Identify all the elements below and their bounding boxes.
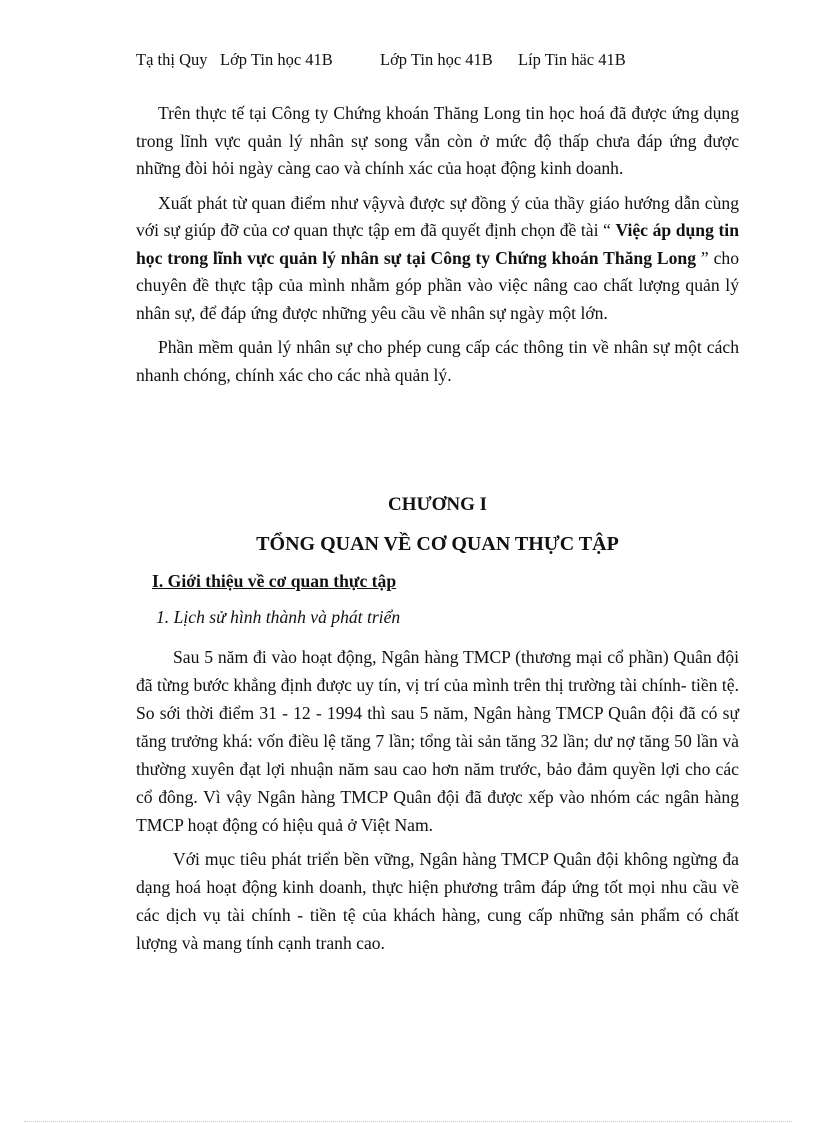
thesis-topic: Việc áp dụng tin học trong lĩnh vực quản lý nhân sự tại Công ty Chứng khoán Thăng Long xyxy=(136,220,739,268)
intro-p2-start: Xuất phát từ quan điểm như vậyvà được sự đồng ý của thầy giáo hướng dẫn cùng với sự giúp đỡ của cơ quan thực tập em đã quyết định chọn đề tài “ xyxy=(136,192,739,240)
section-title: I. Giới thiệu về cơ quan thực tập xyxy=(152,571,397,591)
header-class-3: Líp Tin häc 41B xyxy=(518,50,626,69)
content-paragraph-1: Sau 5 năm đi vào hoạt động, Ngân hàng TMCP (thương mại cổ phần) Quân đội đã từng bước khẳng định được uy tín, vị trí của mình trên thị trường tài chính- tiền tệ. So sới thời điểm 31 - 12 - 1994 thì sau 5 năm, Ngân hàng TMCP Quân đội đã có sự tăng trưởng khá: vốn điều lệ tăng 7 lần; tổng tài sản tăng 32 lần; dư nợ tăng 50 lần và thường xuyên đạt lợi nhuận năm sau cao hơn năm trước, bảo đảm quyền lợi cho các cổ đông. Vì vậy Ngân hàng TMCP Quân đội đã được xếp vào nhóm các ngân hàng TMCP hoạt động có hiệu quả ở Việt Nam. xyxy=(136,647,739,835)
chapter-title: TỔNG QUAN VỀ CƠ QUAN THỰC TẬP xyxy=(256,533,619,555)
chapter-number: CHƯƠNG I xyxy=(387,494,488,515)
header-author: Tạ thị Quy xyxy=(136,50,208,69)
subsection-title: 1. Lịch sử hình thành và phát triển xyxy=(156,607,401,627)
content-section xyxy=(136,643,739,957)
header-class-2: Lớp Tin học 41B xyxy=(380,50,493,69)
page-header xyxy=(136,50,736,72)
header-class-1: Lớp Tin học 41B xyxy=(220,50,333,69)
content-paragraph-2: Với mục tiêu phát triển bền vững, Ngân hàng TMCP Quân đội không ngừng đa dạng hoá hoạt động kinh doanh, thực hiện phương trâm đáp ứng tốt mọi nhu cầu về các dịch vụ tài chính - tiền tệ của khách hàng, cung cấp những sản phẩm có chất lượng và mang tính cạnh tranh cao. xyxy=(136,849,739,953)
intro-paragraph-3: Phần mềm quản lý nhân sự cho phép cung cấp các thông tin về nhân sự một cách nhanh chóng, chính xác cho các nhà quản lý. xyxy=(136,337,739,385)
intro-p2-end: ” cho chuyên đề thực tập của mình nhằm góp phần vào việc nâng cao chất lượng quản lý nhân sự, để đáp ứng được những yêu cầu về nhân sự ngày một lớn. xyxy=(136,247,740,323)
intro-paragraph-2 xyxy=(136,190,739,328)
page-bottom-divider xyxy=(24,1121,792,1122)
intro-paragraph-1: Trên thực tế tại Công ty Chứng khoán Thăng Long tin học hoá đã được ứng dụng trong lĩnh vực quản lý nhân sự song vẫn còn ở mức độ thấp chưa đáp ứng được những đòi hỏi ngày càng cao và chính xác của hoạt động kinh doanh. xyxy=(136,103,739,178)
intro-section xyxy=(136,100,739,389)
